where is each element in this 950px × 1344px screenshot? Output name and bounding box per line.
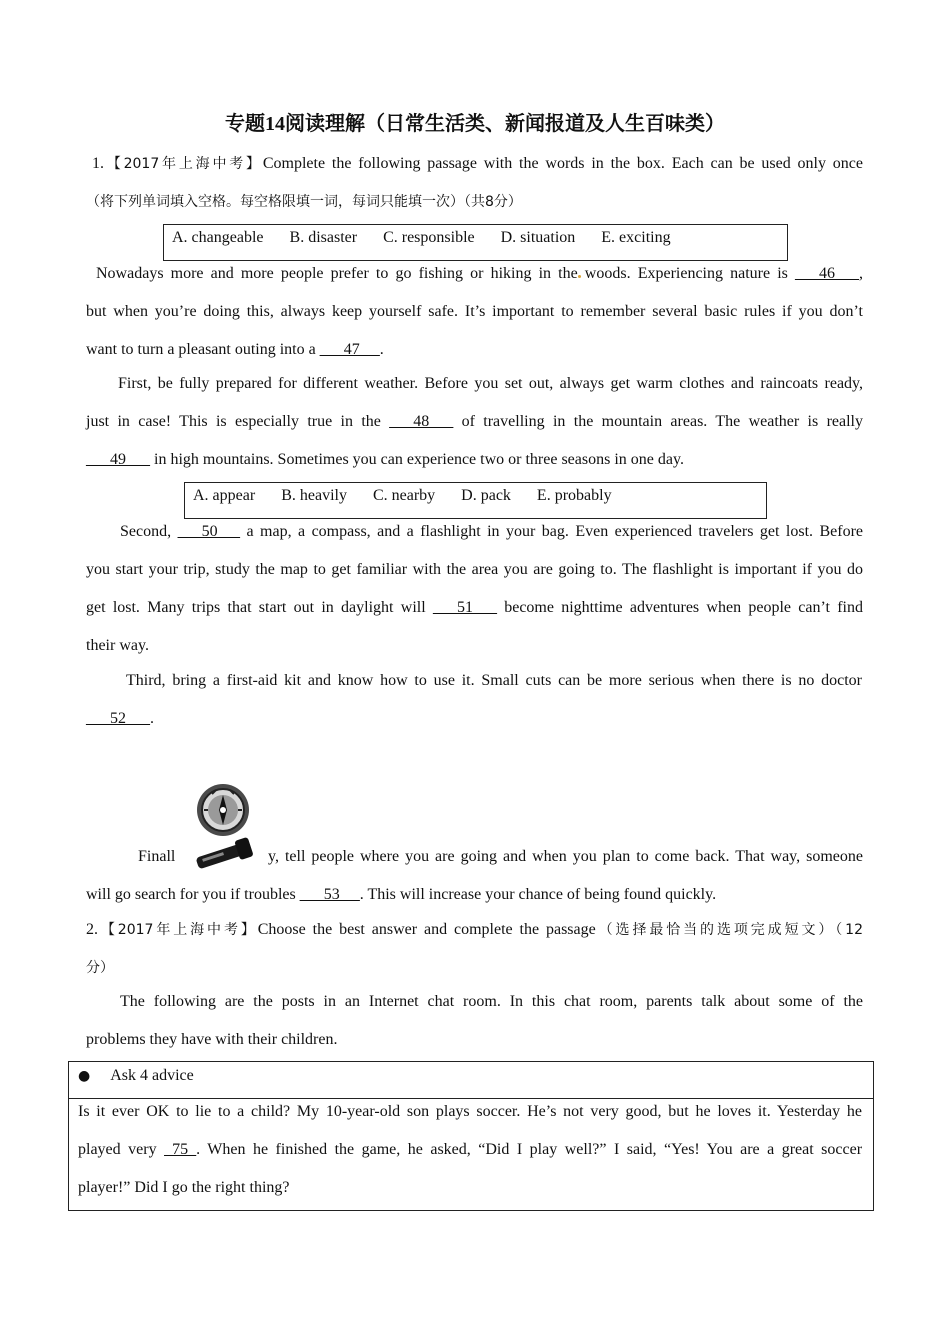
para2-line1: First, be fully prepared for different weather. Before you set out, always get warm clothes and raincoats ready, — [118, 375, 863, 392]
blank-52[interactable]: ___52___ — [86, 710, 150, 727]
option-e: E. exciting — [601, 229, 671, 246]
q1-instruction-cn: （将下列单词填入空格。每空格限填一词，每词只能填一次）（共8分） — [86, 194, 522, 210]
option-c: C. nearby — [372, 487, 436, 504]
para5-line1: y, tell people where you are going and when you plan to come back. That way, someone — [268, 848, 863, 865]
option-d: D. pack — [461, 487, 511, 504]
post-line1: Is it ever OK to lie to a child? My 10-year-old son plays soccer. He’s not very good, but he loves it. Yesterday he — [78, 1103, 862, 1120]
word-box-2-options — [193, 486, 612, 506]
para3-line2: you start your trip, study the map to get familiar with the area you are going to. The flashlight is important if you do — [86, 561, 863, 578]
word-box-1-options — [172, 228, 671, 248]
para3-line3: get lost. Many trips that start out in daylight will ___51___ become nighttime adventures when people can’t find — [86, 599, 864, 616]
table-divider — [69, 1098, 873, 1099]
para1-line3: want to turn a pleasant outing into a ___47_ _. — [86, 341, 384, 358]
q2-intro-line1: The following are the posts in an Internet chat room. In this chat room, parents talk about some of the — [120, 993, 863, 1010]
para3-line1: Second, ___50_ _ a map, a compass, and a flashlight in your bag. Even experienced travelers get lost. Before — [120, 523, 864, 540]
option-d: D. situation — [500, 229, 576, 246]
q2-instruction-cn: 分） — [86, 960, 114, 976]
post-line2: played very _75_. When he finished the game, he asked, “Did I play well?” I said, “Yes! You are a great soccer — [78, 1141, 863, 1158]
para5-line1-start: Finall — [138, 848, 176, 865]
blank-46[interactable]: ___46___ — [795, 265, 860, 282]
blank-47[interactable]: ___47_ _ — [319, 341, 380, 358]
blank-48[interactable]: ___48___ — [389, 413, 454, 430]
page-title: 专题14阅读理解（日常生活类、新闻报道及人生百味类） — [225, 113, 725, 135]
para4-line1: Third, bring a first-aid kit and know how to use it. Small cuts can be more serious when there is no doctor — [126, 672, 862, 689]
compass-flashlight-image — [190, 782, 258, 872]
para1-line2: but when you’re doing this, always keep yourself safe. It’s important to remember several basic rules if you don’t — [86, 303, 863, 320]
blank-53[interactable]: ___53_ _ — [299, 886, 360, 903]
post-title: Ask 4 advice — [110, 1067, 194, 1084]
option-a: A. appear — [193, 487, 256, 504]
q2-intro-line2: problems they have with their children. — [86, 1031, 338, 1048]
option-b: B. disaster — [289, 229, 358, 246]
para1-line1: Nowadays more and more people prefer to go fishing or hiking in the woods. Experiencing nature is ___46___, — [96, 265, 864, 282]
post-line3: player!” Did I go the right thing? — [78, 1179, 290, 1196]
para5-line2: will go search for you if troubles ___53_ _. This will increase your chance of being found quickly. — [86, 886, 717, 903]
bullet-icon: ● — [78, 1068, 91, 1084]
para2-line2: just in case! This is especially true in the ___48___ of travelling in the mountain areas. The weather is really — [86, 413, 864, 430]
option-b: B. heavily — [281, 487, 347, 504]
q2-instruction: 2.【2017年上海中考】Choose the best answer and complete the passage（选择最恰当的选项完成短文）（12 — [86, 921, 863, 938]
blank-49[interactable]: ___49___ — [86, 451, 150, 468]
para3-line4: their way. — [86, 637, 149, 654]
blank-50[interactable]: ___50_ _ — [177, 523, 241, 540]
option-c: C. responsible — [383, 229, 475, 246]
blank-75[interactable]: _75_ — [164, 1141, 197, 1158]
option-e: E. probably — [536, 487, 612, 504]
blank-51[interactable]: ___51___ — [432, 599, 497, 616]
option-a: A. changeable — [172, 229, 264, 246]
q1-instruction: 1.【2017年上海中考】Complete the following passage with the words in the box. Each can be used only once — [92, 155, 863, 172]
para4-line2: ___52___. — [86, 710, 154, 727]
para2-line3: ___49___ in high mountains. Sometimes you can experience two or three seasons in one day. — [86, 451, 684, 468]
table-header — [78, 1066, 194, 1086]
